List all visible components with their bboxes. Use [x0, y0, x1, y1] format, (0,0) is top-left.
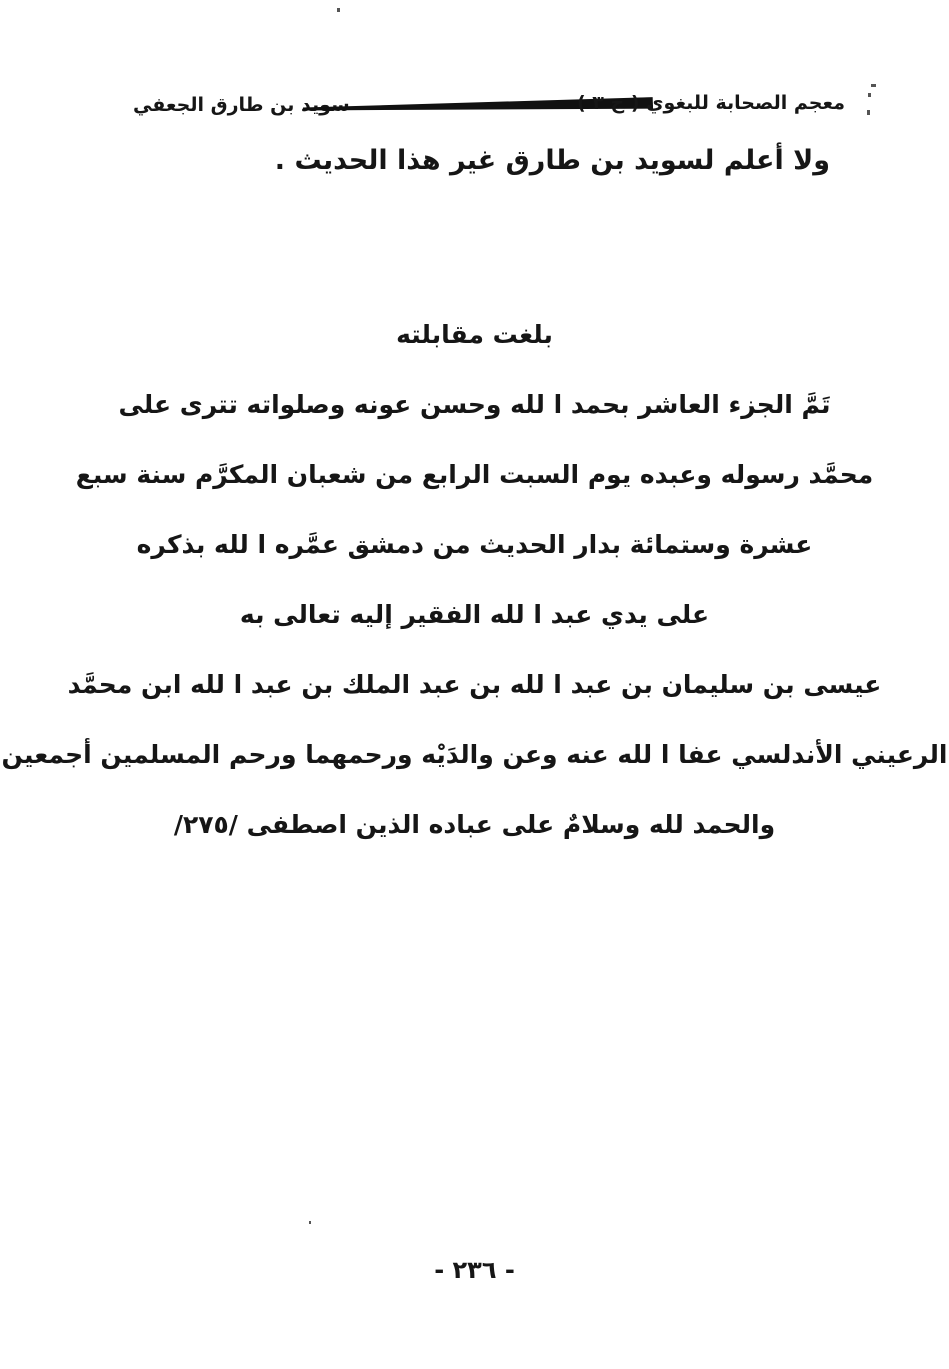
colophon-line-collation: بلغت مقابلته — [396, 320, 553, 349]
colophon-block — [0, 300, 949, 860]
scan-speck — [309, 1221, 311, 1224]
colophon-line: تَمَّ الجزء العاشر بحمد ا لله وحسن عونه وصلواته تترى على — [118, 390, 831, 419]
body-closing-line: ولا أعلم لسويد بن طارق غير هذا الحديث . — [274, 145, 830, 176]
page-number: - ٢٣٦ - — [434, 1256, 515, 1284]
scan-speck — [871, 84, 876, 87]
header-entry-title: سويد بن طارق الجعفي — [133, 94, 350, 116]
page-footer — [0, 1256, 949, 1284]
colophon-line: على يدي عبد ا لله الفقير إليه تعالى به — [239, 600, 710, 629]
colophon-line: محمَّد رسوله وعبده يوم السبت الرابع من شعبان المكرَّم سنة سبع — [75, 460, 874, 489]
scan-speck — [337, 8, 340, 12]
scan-speck — [868, 93, 871, 97]
header-book-title: معجم الصحابة للبغوي ( ج ٣ ) — [576, 92, 845, 114]
colophon-line: الرعيني الأندلسي عفا ا لله عنه وعن والدَيْه ورحمهما ورحم المسلمين أجمعين — [1, 740, 948, 769]
colophon-line: والحمد لله وسلامٌ على عباده الذين اصطفى /٢٧٥/ — [173, 810, 776, 839]
colophon-line: عيسى بن سليمان بن عبد ا لله بن عبد الملك بن عبد ا لله ابن محمَّد — [67, 670, 882, 699]
scan-speck — [867, 110, 870, 115]
colophon-line: عشرة وستمائة بدار الحديث من دمشق عمَّره ا لله بذكره — [136, 530, 813, 559]
